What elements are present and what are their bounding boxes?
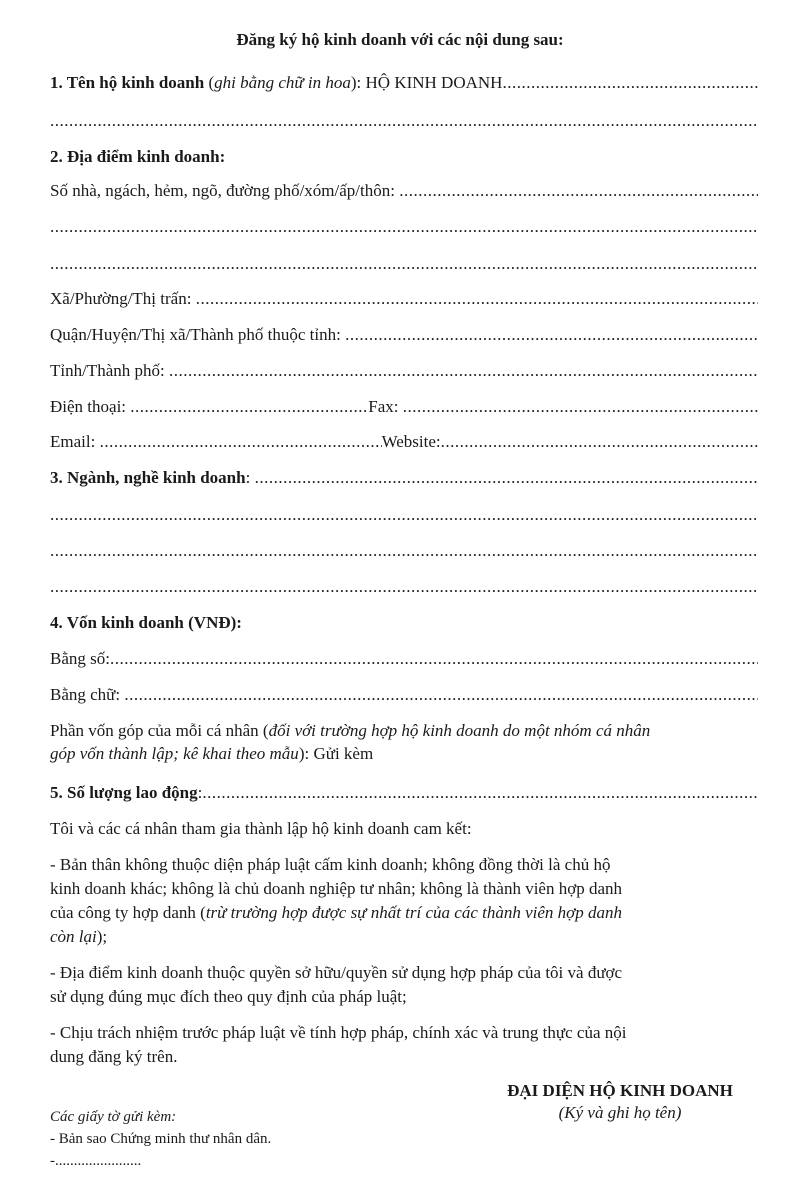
blank-line[interactable] bbox=[50, 253, 758, 275]
street-label: Số nhà, ngách, hẻm, ngõ, đường phố/xóm/ấp/thôn: bbox=[50, 181, 395, 200]
email-website-line bbox=[50, 431, 758, 453]
province-blank[interactable] bbox=[169, 360, 758, 382]
blank-line[interactable] bbox=[50, 576, 758, 598]
commit-1-line-3 bbox=[50, 902, 758, 924]
street-line-2[interactable] bbox=[50, 216, 758, 238]
blank-line[interactable] bbox=[50, 540, 758, 562]
commit-2-line-1: - Địa điểm kinh doanh thuộc quyền sở hữu/quyền sử dụng hợp pháp của tôi và được bbox=[50, 963, 623, 982]
labor-line: 5. Số lượng lao động : ..... bbox=[50, 782, 758, 804]
commit-3-line-1: - Chịu trách nhiệm trước pháp luật về tính hợp pháp, chính xác và trung thực của nội bbox=[50, 1023, 627, 1042]
attachment-item-2: -....................... bbox=[50, 1153, 142, 1169]
form-title: Đăng ký hộ kinh doanh với các nội dung sau: bbox=[236, 30, 564, 49]
section-4-heading: 4. Vốn kinh doanh (VNĐ): bbox=[50, 613, 242, 632]
email-label: Email: bbox=[50, 432, 96, 451]
street-blank[interactable] bbox=[399, 180, 758, 202]
fax-blank[interactable] bbox=[403, 396, 758, 418]
industry-blank[interactable] bbox=[255, 467, 758, 489]
business-name-value[interactable]: HỘ KINH DOANH bbox=[365, 73, 503, 92]
ward-label: Xã/Phường/Thị trấn: bbox=[50, 289, 192, 308]
commit-1-italic-end: còn lại bbox=[50, 927, 97, 946]
industry-line-3[interactable] bbox=[50, 540, 758, 562]
business-name-blank[interactable] bbox=[502, 72, 758, 94]
district-line bbox=[50, 324, 758, 346]
capital-share-line-1 bbox=[50, 720, 758, 742]
section-3-heading: 3. Ngành, nghề kinh doanh bbox=[50, 468, 246, 487]
commit-3-line-2: dung đăng ký trên. bbox=[50, 1047, 178, 1066]
capital-words-line bbox=[50, 684, 758, 706]
commit-intro: Tôi và các cá nhân tham gia thành lập hộ kinh doanh cam kết: bbox=[50, 819, 472, 838]
blank-line[interactable] bbox=[50, 504, 758, 526]
blank-line[interactable] bbox=[50, 110, 758, 132]
capital-number-line bbox=[50, 648, 758, 670]
business-name-line: 1. Tên hộ kinh doanh ( ghi bằng chữ in hoa ): HỘ KINH DOANH ..... bbox=[50, 72, 758, 94]
capital-share-prefix: Phần vốn góp của mỗi cá nhân ( bbox=[50, 721, 269, 740]
district-label: Quận/Huyện/Thị xã/Thành phố thuộc tỉnh: bbox=[50, 325, 341, 344]
province-label: Tỉnh/Thành phố: bbox=[50, 361, 165, 380]
labor-blank[interactable] bbox=[202, 782, 758, 804]
district-blank[interactable] bbox=[345, 324, 758, 346]
capital-number-blank[interactable] bbox=[110, 648, 758, 670]
capital-words-blank[interactable] bbox=[124, 684, 758, 706]
province-line bbox=[50, 360, 758, 382]
commit-2-line-2: sử dụng đúng mục đích theo quy định của pháp luật; bbox=[50, 987, 407, 1006]
section-1-heading: 1. Tên hộ kinh doanh bbox=[50, 73, 205, 92]
section-1-note: ghi bằng chữ in hoa bbox=[214, 73, 351, 92]
commit-1-text: của công ty hợp danh ( bbox=[50, 903, 206, 922]
commit-1-line-4 bbox=[50, 926, 758, 948]
signature-note: (Ký và ghi họ tên) bbox=[558, 1103, 682, 1122]
street-line-3[interactable] bbox=[50, 253, 758, 275]
commit-1-italic: trừ trường hợp được sự nhất trí của các thành viên hợp danh bbox=[205, 903, 622, 922]
attachments-label: Các giấy tờ gửi kèm: bbox=[50, 1109, 177, 1125]
fax-label: Fax: bbox=[368, 397, 399, 416]
commit-1-line-1: - Bản thân không thuộc diện pháp luật cấm kinh doanh; không đồng thời là chủ hộ bbox=[50, 855, 611, 874]
website-blank[interactable] bbox=[441, 431, 758, 453]
capital-number-label: Bằng số: bbox=[50, 649, 110, 668]
email-blank[interactable] bbox=[100, 431, 382, 453]
website-label: Website: bbox=[381, 432, 441, 451]
industry-line-4[interactable] bbox=[50, 576, 758, 598]
blank-line[interactable] bbox=[50, 216, 758, 238]
industry-line-2[interactable] bbox=[50, 504, 758, 526]
signature-title: ĐẠI DIỆN HỘ KINH DOANH bbox=[507, 1081, 733, 1100]
ward-blank[interactable] bbox=[196, 288, 758, 310]
capital-share-note-2: góp vốn thành lập; kê khai theo mẫu bbox=[50, 744, 299, 763]
attachment-item-1: - Bản sao Chứng minh thư nhân dân. bbox=[50, 1131, 272, 1147]
phone-blank[interactable] bbox=[130, 396, 368, 418]
phone-label: Điện thoại: bbox=[50, 397, 127, 416]
commit-1-line-2: kinh doanh khác; không là chủ doanh nghiệp tư nhân; không là thành viên hợp danh bbox=[50, 879, 623, 898]
street-line bbox=[50, 180, 758, 202]
section-2-heading: 2. Địa điểm kinh doanh: bbox=[50, 147, 226, 166]
ward-line bbox=[50, 288, 758, 310]
capital-words-label: Bằng chữ: bbox=[50, 685, 121, 704]
business-name-line-2[interactable] bbox=[50, 110, 758, 132]
capital-share-suffix: ): Gửi kèm bbox=[298, 744, 374, 763]
capital-share-note-1: đối với trường hợp hộ kinh doanh do một nhóm cá nhân bbox=[268, 721, 651, 740]
industry-line: 3. Ngành, nghề kinh doanh : ..... bbox=[50, 467, 758, 489]
section-5-heading: 5. Số lượng lao động bbox=[50, 783, 198, 802]
phone-fax-line bbox=[50, 396, 758, 418]
commit-1-end: ); bbox=[96, 927, 108, 946]
capital-share-line-2 bbox=[50, 743, 758, 765]
